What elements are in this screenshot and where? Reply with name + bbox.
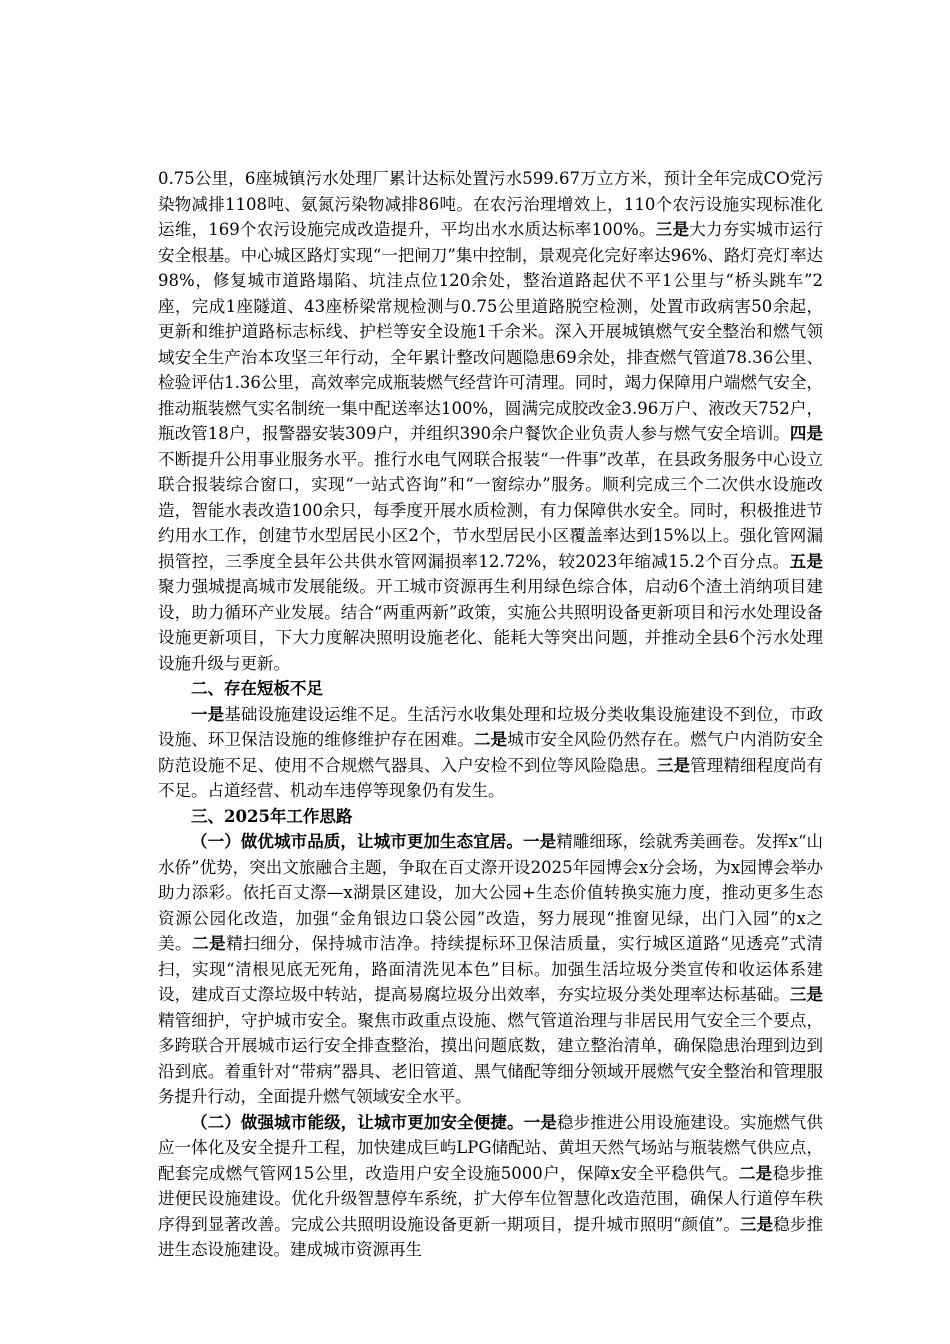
text-run: 大力夯实城市运行安全根基。中心城区路灯实现“一把闸刀”集中控制，景观亮化完好率达96%、路灯亮灯率达98%，修复城市道路塌陷、坑洼点位120余处，整治道路起伏不平1公里与“桥头跳车”2座，完成1座隧道、43座桥梁常规检测与0.75公里道路脱空检测，处置市政病害50余起，更新和维护道路标志标线、护栏等安全设施1千余米。深入开展城镇燃气安全整治和燃气领域安全生产治本攻坚三年行动，全年累计整改问题隐患69余处，排查燃气管道78.36公里、检验评估1.36公里，高效率完成瓶装燃气经营许可清理。同时，竭力保障用户端燃气安全，推动瓶装燃气实名制统一集中配送率达100%，圆满完成胶改金3.96万户、液改天752户，瓶改管18户，报警器安装309户，并组织390余户餐饮企业负责人参与燃气安全培训。	[158, 220, 824, 443]
bold-text-run: 三是	[656, 755, 691, 775]
document-body	[158, 166, 823, 1263]
bold-text-run: 一是	[523, 832, 557, 851]
bold-text-run: 一是	[523, 1112, 557, 1132]
bold-text-run: 五是	[789, 551, 823, 571]
paragraph-2	[158, 702, 823, 804]
text-run: 稳步推进生态设施建设。建成城市资源再生	[158, 1214, 824, 1259]
paragraph-3	[158, 829, 823, 1110]
bold-text-run: 二是	[192, 934, 227, 953]
bold-text-run: 二是	[738, 1163, 773, 1183]
section-heading-2: 二、存在短板不足	[191, 679, 323, 698]
text-run: 基础设施建设运维不足。生活污水收集处理和垃圾分类收集设施建设不到位，市政设施、环卫保洁设施的维修维护存在困难。	[158, 704, 824, 749]
text-run: 精雕细琢，绘就秀美画卷。发挥x“山水侨”优势，突出文旅融合主题，争取在百丈漈开设2025年园博会x分会场，为x园博会举办助力添彩。依托百丈漈—x湖景区建设，加大公园+生态价值转换实施力度，推动更多生态资源公园化改造，加强“金角银边口袋公园”改造，努力展现“推窗见绿，出门入园”的x之美。	[158, 832, 823, 953]
bold-text-run: （一）做优城市品质，让城市更加生态宜居。	[191, 832, 524, 851]
bold-text-run: 三是	[789, 985, 824, 1004]
text-run: 管理精细程度尚有不足。占道经营、机动车违停等现象仍有发生。	[158, 755, 824, 800]
bold-text-run: 三是	[740, 1214, 774, 1234]
paragraph-4	[158, 1110, 823, 1263]
section-heading-3: 三、2025年工作思路	[191, 806, 353, 826]
text-run: 聚力强城提高城市发展能级。开工城市资源再生利用绿色综合体，启动6个渣土消纳项目建设，助力循环产业发展。结合“两重两新”政策，实施公共照明设备更新项目和污水处理设备设施更新项目，下大力度解决照明设施老化、能耗大等突出问题，并推动全县6个污水处理设施升级与更新。	[158, 577, 823, 673]
text-run: 0.75公里，6座城镇污水处理厂累计达标处置污水599.67万立方米，预计全年完成CO党污染物减排1108吨、氨氮污染物减排86吨。在农污治理增效上，110个农污设施实现标准化运维，169个农污设施完成改造提升，平均出水水质达标率100%。	[158, 169, 823, 239]
text-run: 精扫细分，保持城市洁净。持续提标环卫保洁质量，实行城区道路“见透亮”式清扫，实现“清根见底无死角，路面清洗见本色”目标。加强生活垃圾分类宣传和收运体系建设，建成百丈漈垃圾中转站，提高易腐垃圾分出效率，夯实垃圾分类处理率达标基础。	[158, 934, 824, 1004]
text-run: 精管细护，守护城市安全。聚焦市政重点设施、燃气管道治理与非居民用气安全三个要点，多跨联合开展城市运行安全排查整治，摸出问题底数，建立整治清单，确保隐患治理到边到沿到底。着重针对“带病”器具、老旧管道、黑气储配等细分领域开展燃气安全整治和管理服务提升行动，全面提升燃气领域安全水平。	[158, 1010, 823, 1106]
bold-text-run: 一是	[191, 704, 225, 724]
bold-text-run: （二）做强城市能级，让城市更加安全便捷。	[191, 1112, 524, 1132]
text-run: 稳步推进便民设施建设。优化升级智慧停车系统，扩大停车位智慧化改造范围，确保人行道停车秩序得到显著改善。完成公共照明设施设备更新一期项目，提升城市照明“颜值”。	[158, 1163, 824, 1234]
text-run: 城市安全风险仍然存在。燃气户内消防安全防范设施不足、使用不合规燃气器具、入户安检不到位等风险隐患。	[158, 730, 824, 775]
bold-text-run: 三是	[655, 220, 690, 239]
bold-text-run: 二是	[473, 730, 508, 749]
bold-text-run: 四是	[789, 424, 824, 443]
text-run: 稳步推进公用设施建设。实施燃气供应一体化及安全提升工程，加快建成巨屿LPG储配站、黄坦天然气场站与瓶装燃气供应点，配套完成燃气管网15公里，改造用户安全设施5000户，保障x安全平稳供气。	[158, 1112, 824, 1183]
text-run: 不断提升公用事业服务水平。推行水电气网联合报装“一件事”改革，在县政务服务中心设立联合报装综合窗口，实现“一站式咨询”和“一窗综办”服务。顺利完成三个二次供水设施改造，智能水表改造100余只，每季度开展水质检测，有力保障供水安全。同时，积极推进节约用水工作，创建节水型居民小区2个，节水型居民小区覆盖率达到15%以上。强化管网漏损管控，三季度全县年公共供水管网漏损率12.72%，较2023年缩减15.2个百分点。	[158, 449, 823, 571]
paragraph-1	[158, 166, 823, 676]
